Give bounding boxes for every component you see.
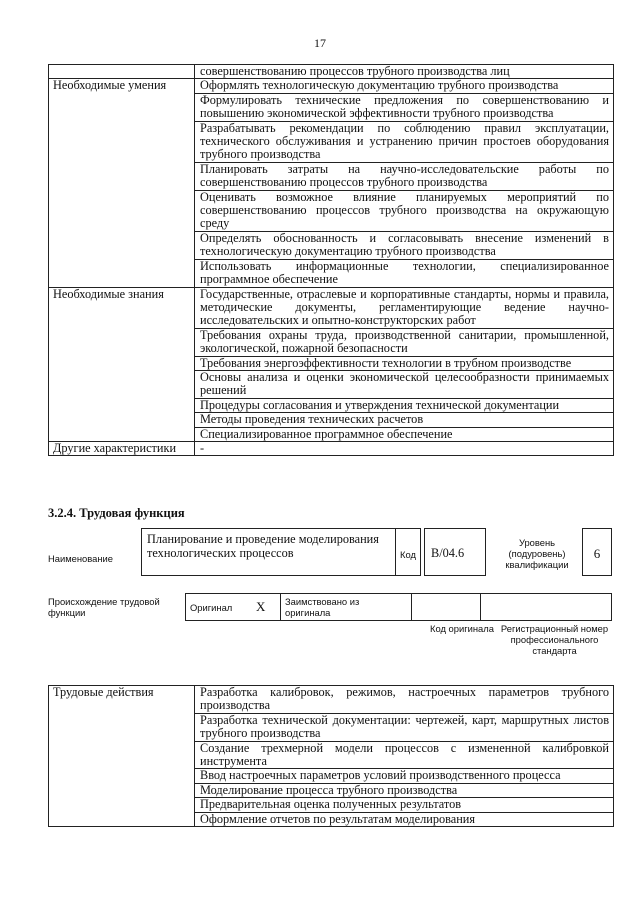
function-code-box: B/04.6: [424, 528, 486, 576]
table-row: [49, 686, 614, 714]
code-label: Код: [395, 528, 421, 576]
code-original-label: Код оригинала: [430, 623, 494, 634]
reg-number-label: Регистрационный номер профессионального стандарта: [500, 623, 609, 656]
requirements-table: [48, 64, 614, 456]
row-item: Формулировать технические предложения по совершенствованию и повышению экономической эффективности трубного производства: [195, 93, 614, 121]
row-item: -: [195, 441, 614, 455]
row-item: совершенствованию процессов трубного производства лиц: [195, 65, 614, 79]
row-item: Создание трехмерной модели процессов с измененной калибровкой инструмента: [195, 741, 614, 769]
origin-label: Происхождение трудовой функции: [48, 596, 160, 618]
original-mark-text: X: [256, 599, 266, 614]
row-item: Основы анализа и оценки экономической целесообразности принимаемых решений: [195, 370, 614, 398]
row-item: Оформлять технологическую документацию трубного производства: [195, 79, 614, 93]
table-row: [49, 441, 614, 455]
row-item: Требования охраны труда, производственной санитарии, промышленной, экологической, пожарной безопасности: [195, 328, 614, 356]
page-number: 17: [314, 36, 326, 50]
borrowed-label: Заимствовано из оригинала: [281, 594, 412, 621]
row-item: Оформление отчетов по результатам моделирования: [195, 812, 614, 826]
row-item: Оценивать возможное влияние планируемых мероприятий по совершенствованию процессов трубного производства на окружающую среду: [195, 190, 614, 231]
original-mark: [252, 594, 281, 621]
row-header: Другие характеристики: [49, 441, 195, 455]
function-name-box: Планирование и проведение моделирования технологических процессов: [141, 528, 396, 576]
row-item: Разработка технической документации: чертежей, карт, маршрутных листов трубного производства: [195, 713, 614, 741]
level-value-box: 6: [582, 528, 612, 576]
row-item: Моделирование процесса трубного производства: [195, 783, 614, 797]
row-item: Специализированное программное обеспечение: [195, 427, 614, 441]
row-item: Процедуры согласования и утверждения технической документации: [195, 398, 614, 412]
origin-table: [185, 593, 612, 621]
row-item: Ввод настроечных параметров условий производственного процесса: [195, 769, 614, 783]
row-item: Разработка калибровок, режимов, настроечных параметров трубного производства: [195, 686, 614, 714]
name-label: Наименование: [48, 553, 113, 564]
row-header: Трудовые действия: [49, 686, 195, 827]
row-item: Государственные, отраслевые и корпоративные стандарты, нормы и правила, методические документы, регламентирующие ведение научно-исследовательских и опытно-конструкторских работ: [195, 287, 614, 328]
row-header: Необходимые умения: [49, 79, 195, 287]
row-header: Необходимые знания: [49, 287, 195, 441]
reg-number-cell: [481, 594, 612, 621]
code-original-cell: [412, 594, 481, 621]
row-item: Методы проведения технических расчетов: [195, 413, 614, 427]
table-row: [49, 287, 614, 328]
section-title: 3.2.4. Трудовая функция: [48, 506, 185, 520]
original-label: Оригинал: [186, 594, 253, 621]
table-row: [49, 65, 614, 79]
row-item: Разрабатывать рекомендации по соблюдению правил эксплуатации, технического обслуживания и устранению причин простоев оборудования трубного производства: [195, 121, 614, 162]
row-item: Определять обоснованность и согласовывать внесение изменений в технологическую документацию трубного производства: [195, 231, 614, 259]
row-header: [49, 65, 195, 79]
row-item: Требования энергоэффективности технологии в трубном производстве: [195, 356, 614, 370]
row-item: Планировать затраты на научно-исследовательские работы по совершенствованию процессов трубного производства: [195, 162, 614, 190]
row-item: Предварительная оценка полученных результатов: [195, 798, 614, 812]
row-item: Использовать информационные технологии, специализированное программное обеспечение: [195, 259, 614, 287]
labor-actions-table: [48, 685, 614, 827]
table-row: [49, 79, 614, 93]
level-label: Уровень (подуровень) квалификации: [505, 537, 569, 570]
